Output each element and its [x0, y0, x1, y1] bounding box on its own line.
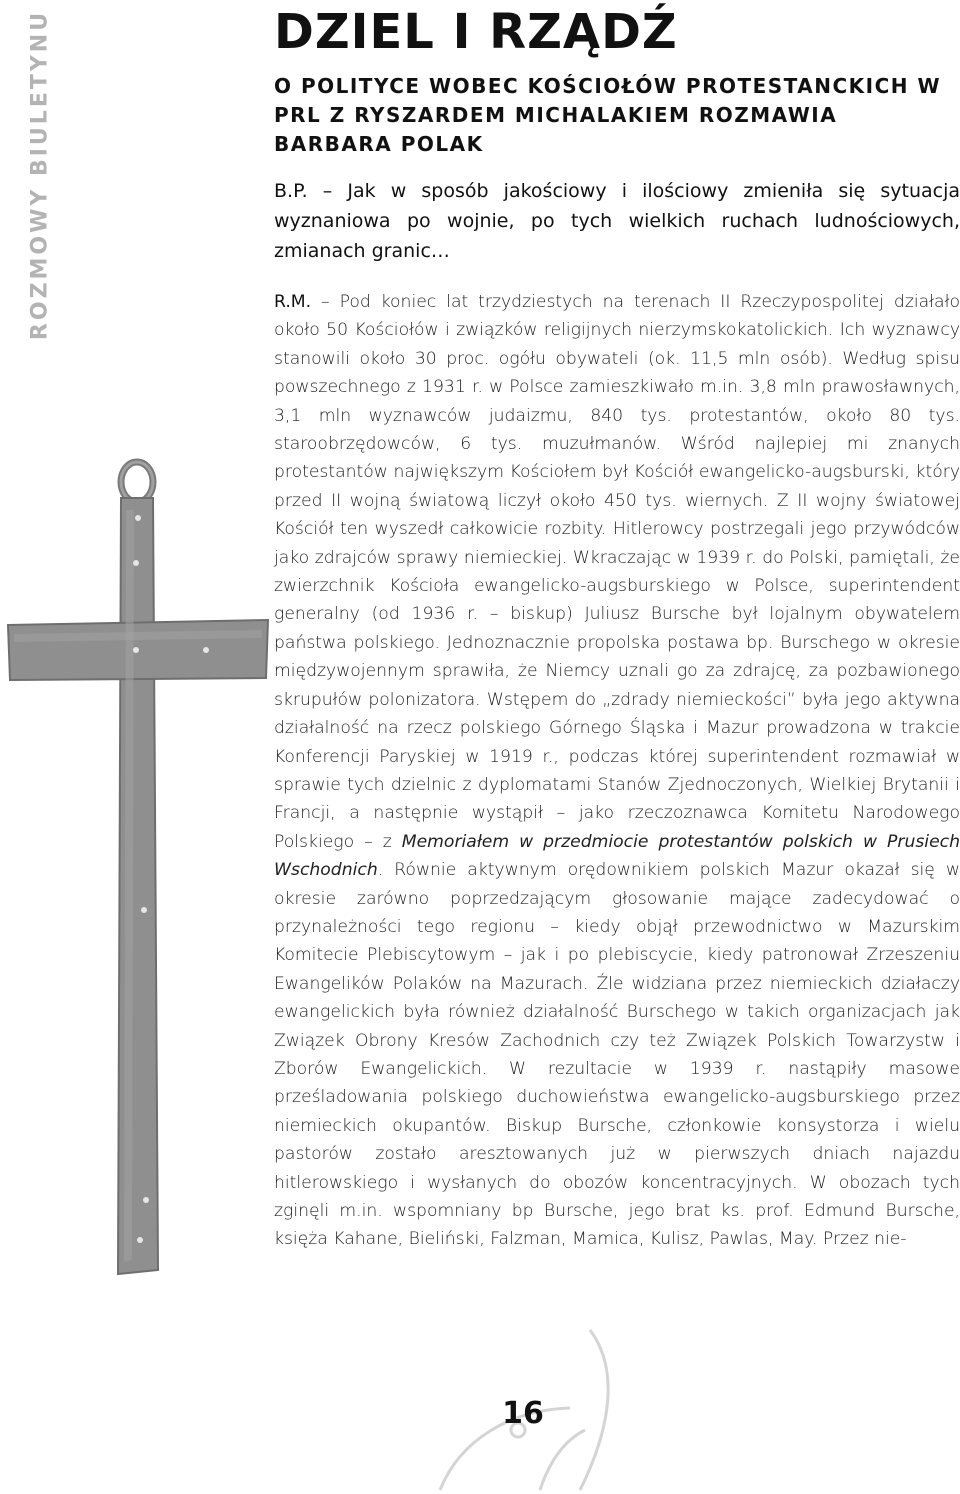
decorative-ornament [380, 1290, 680, 1494]
cross-pendant-image [0, 450, 280, 1280]
page-number: 16 [502, 1396, 544, 1431]
question-text: – Jak w sposób jakościowy i ilościowy zmieniła się sytuacja wyznaniowa po wojnie, po tych wielkich ruchach ludnościowych, zmianach granic… [274, 180, 960, 262]
memorial-title: Memoriałem w przedmiocie protestantów polskich w Prusiech Wschodnich [274, 831, 960, 881]
article-title: DZIEL I RZĄDŹ [274, 4, 678, 60]
answer-speaker: R.M. [274, 292, 312, 312]
question-speaker: B.P. [274, 180, 308, 202]
answer-text-part-1: – Pod koniec lat trzydziestych na terenach II Rzeczypospolitej działało około 50 Kościołów i związków religijnych nierzymskokatolickich. Ich wyznawcy stanowili około 30 proc. ogółu obywateli (ok. 11,5 mln osób). Według spisu powszechnego z 1931 r. w Polsce zamieszkiwało m.in. 3,8 mln prawosławnych, 3,1 mln wyznawców judaizmu, 840 tys. protestantów, około 80 tys. staroobrzędowców, 6 tys. muzułmanów. Wśród najlepiej mi znanych protestantów największym Kościołem był Kościół ewangelicko-augsburski, który przed II wojną światową liczył około 450 tys. wiernych. Z II wojny światowej Kościół ten wyszedł całkowicie rozbity. Hitlerowcy postrzegali jego przywódców jako zdrajców sprawy niemieckiej. Wkraczając w 1939 r. do Polski, pamiętali, że zwierzchnik Kościoła ewangelicko-augsburskiego w Polsce, superintendent generalny (od 1936 r. – biskup) Juliusz Bursche był lojalnym obywatelem państwa polskiego. Jednoznacznie propolska postawa bp. Burschego w okresie międzywojennym sprawiła, że Niemcy uznali go za zdrajcę, za pozbawionego skrupułów polonizatora. Wstępem do „zdrady niemieckości” była jego aktywna działalność na rzecz polskiego Górnego Śląska i Mazur prowadzona w trakcie Konferencji Paryskiej w 1919 r., podczas której superintendent rozmawiał w sprawie tych dzielnic z dyplomatami Stanów Zjednoczonych, Wielkiej Brytanii i Francji, a następnie wystąpił – jako rzeczoznawca Komitetu Narodowego Polskiego – z [274, 292, 960, 852]
article-subtitle: O POLITYCE WOBEC KOŚCIOŁÓW PROTESTANCKICH W PRL Z RYSZARDEM MICHALAKIEM ROZMAWIA BARBARA POLAK [274, 74, 942, 156]
cross-pendant-icon [8, 462, 268, 1274]
answer-text-part-2: . Równie aktywnym orędownikiem polskich Mazur okazał się w okresie zarówno poprzedzającym głosowanie mające zadecydować o przynależności tego regionu – kiedy objął przewodnictwo w Mazurskim Komitecie Plebiscytowym – jak i po plebiscycie, kiedy patronował Zrzeszeniu Ewangelików Polaków na Mazurach. Źle widziana przez niemieckich działaczy ewangelickich była również działalność Burschego w takich organizacjach jak Związek Obrony Kresów Zachodnich czy też Związek Polskich Towarzystw i Zborów Ewangelickich. W rezultacie w 1939 r. nastąpiły masowe prześladowania polskiego duchowieństwa ewangelicko-augsburskiego przez niemieckich okupantów. Biskup Bursche, członkowie konsystorza i wielu pastorów zostało aresztowanych już w pierwszych dniach najazdu hitlerowskiego i wysłanych do obozów koncentracyjnych. W obozach tych zginęli m.in. wspomniany bp Bursche, jego brat ks. prof. Edmund Bursche, księża Kahane, Bieliński, Falzman, Mamica, Kulisz, Pawlas, May. Przez nie- [274, 860, 960, 1250]
interview-question [274, 176, 960, 266]
section-label: ROZMOWY BIULETYNU [27, 9, 53, 341]
interview-answer [274, 288, 960, 1254]
